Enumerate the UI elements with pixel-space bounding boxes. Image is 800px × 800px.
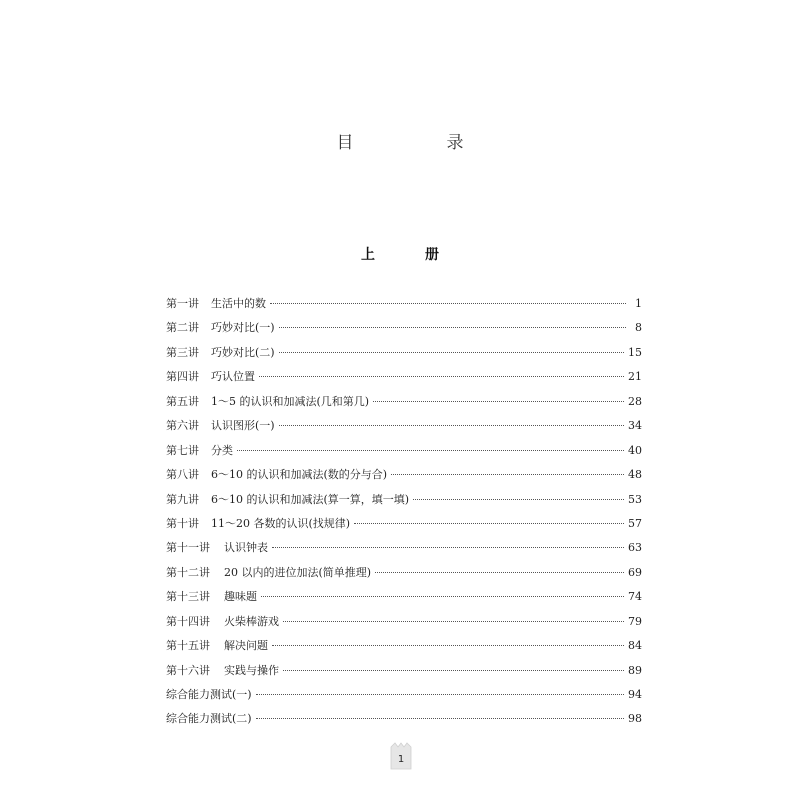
toc-title: 20 以内的进位加法(简单推理) — [224, 565, 372, 579]
toc-lecture-number: 第四讲 — [166, 370, 199, 384]
toc-page-number: 1 — [635, 297, 642, 310]
toc-title: 1～5 的认识和加减法(几和第几) — [211, 394, 370, 408]
toc-title: 综合能力测试(一) — [166, 688, 252, 701]
toc-lecture-number: 第二讲 — [166, 321, 199, 335]
toc-title: 认识钟表 — [224, 541, 268, 555]
toc-item[interactable] — [166, 563, 642, 587]
toc-title: 6～10 的认识和加减法(数的分与合) — [211, 468, 388, 482]
toc-title: 11～20 各数的认识(找规律) — [211, 516, 351, 530]
toc-leader-dots — [272, 547, 624, 548]
toc-leader-dots — [279, 327, 626, 328]
toc-lecture-number: 第五讲 — [166, 394, 199, 408]
toc-title: 趣味题 — [224, 590, 257, 604]
toc-leader-dots — [261, 596, 624, 597]
toc-item[interactable] — [166, 514, 642, 538]
toc-lecture-number: 第十二讲 — [166, 565, 210, 579]
page-number: 1 — [397, 754, 405, 765]
toc-title: 巧妙对比(一) — [211, 321, 275, 335]
section-title: 上 册 — [361, 247, 457, 263]
toc-page-number: 53 — [628, 492, 642, 506]
toc-leader-dots — [279, 352, 624, 353]
toc-title: 生活中的数 — [211, 297, 266, 310]
toc-page-number: 48 — [628, 468, 642, 482]
toc-title: 实践与操作 — [224, 663, 279, 677]
toc-item[interactable] — [166, 538, 642, 562]
toc-item[interactable] — [166, 709, 642, 733]
toc-lecture-number: 第一讲 — [166, 297, 199, 310]
toc-leader-dots — [413, 499, 624, 500]
toc-lecture-number: 第十四讲 — [166, 614, 210, 628]
toc-page-number: 28 — [628, 394, 642, 408]
page-badge — [390, 742, 412, 770]
toc-title: 解决问题 — [224, 639, 268, 653]
toc-item[interactable] — [166, 416, 642, 440]
toc-leader-dots — [256, 718, 624, 719]
page-title: 目 录 — [336, 133, 502, 153]
toc-item[interactable] — [166, 441, 642, 465]
toc-page-number: 79 — [628, 614, 642, 628]
toc-page-number: 34 — [628, 419, 642, 433]
toc-page-number: 94 — [628, 688, 642, 701]
toc-lecture-number: 第六讲 — [166, 419, 199, 433]
toc-page-number: 15 — [628, 345, 642, 359]
toc-page-number: 89 — [628, 663, 642, 677]
toc-item[interactable] — [166, 392, 642, 416]
toc-leader-dots — [283, 670, 624, 671]
toc-leader-dots — [391, 474, 624, 475]
toc-leader-dots — [270, 303, 626, 304]
toc-lecture-number: 第十一讲 — [166, 541, 210, 555]
toc-leader-dots — [237, 450, 624, 451]
toc-page-number: 40 — [628, 443, 642, 457]
toc-page-number: 74 — [628, 590, 642, 604]
toc-item[interactable] — [166, 318, 642, 342]
toc-lecture-number: 第八讲 — [166, 468, 199, 482]
toc-item[interactable] — [166, 367, 642, 391]
toc-title: 6～10 的认识和加减法(算一算，填一填) — [211, 492, 410, 506]
toc-lecture-number: 第十六讲 — [166, 663, 210, 677]
toc-item[interactable] — [166, 294, 642, 318]
toc-page-number: 8 — [635, 321, 642, 335]
toc-leader-dots — [373, 401, 624, 402]
toc-leader-dots — [256, 694, 624, 695]
toc-item[interactable] — [166, 661, 642, 685]
toc-lecture-number: 第十讲 — [166, 516, 199, 530]
toc-page-number: 69 — [628, 565, 642, 579]
toc-page-number: 21 — [628, 370, 642, 384]
toc-leader-dots — [283, 621, 624, 622]
toc-item[interactable] — [166, 612, 642, 636]
toc-page-number: 84 — [628, 639, 642, 653]
toc-leader-dots — [354, 523, 624, 524]
toc-lecture-number: 第十五讲 — [166, 639, 210, 653]
toc-page-number: 98 — [628, 712, 642, 726]
toc-title: 巧认位置 — [211, 370, 255, 384]
toc-title: 火柴棒游戏 — [224, 614, 279, 628]
toc-item[interactable] — [166, 587, 642, 611]
toc-item[interactable] — [166, 685, 642, 709]
toc-title: 巧妙对比(二) — [211, 345, 275, 359]
toc-leader-dots — [259, 376, 624, 377]
toc-leader-dots — [279, 425, 624, 426]
toc-item[interactable] — [166, 343, 642, 367]
toc-lecture-number: 第三讲 — [166, 345, 199, 359]
toc-lecture-number: 第十三讲 — [166, 590, 210, 604]
table-of-contents — [166, 294, 642, 734]
toc-page-number: 57 — [628, 516, 642, 530]
toc-leader-dots — [375, 572, 624, 573]
toc-lecture-number: 第九讲 — [166, 492, 199, 506]
toc-item[interactable] — [166, 465, 642, 489]
toc-title: 认识图形(一) — [211, 419, 275, 433]
toc-title: 分类 — [211, 443, 233, 457]
toc-title: 综合能力测试(二) — [166, 712, 252, 726]
toc-lecture-number: 第七讲 — [166, 443, 199, 457]
toc-page-number: 63 — [628, 541, 642, 555]
toc-leader-dots — [272, 645, 624, 646]
toc-item[interactable] — [166, 490, 642, 514]
toc-item[interactable] — [166, 636, 642, 660]
